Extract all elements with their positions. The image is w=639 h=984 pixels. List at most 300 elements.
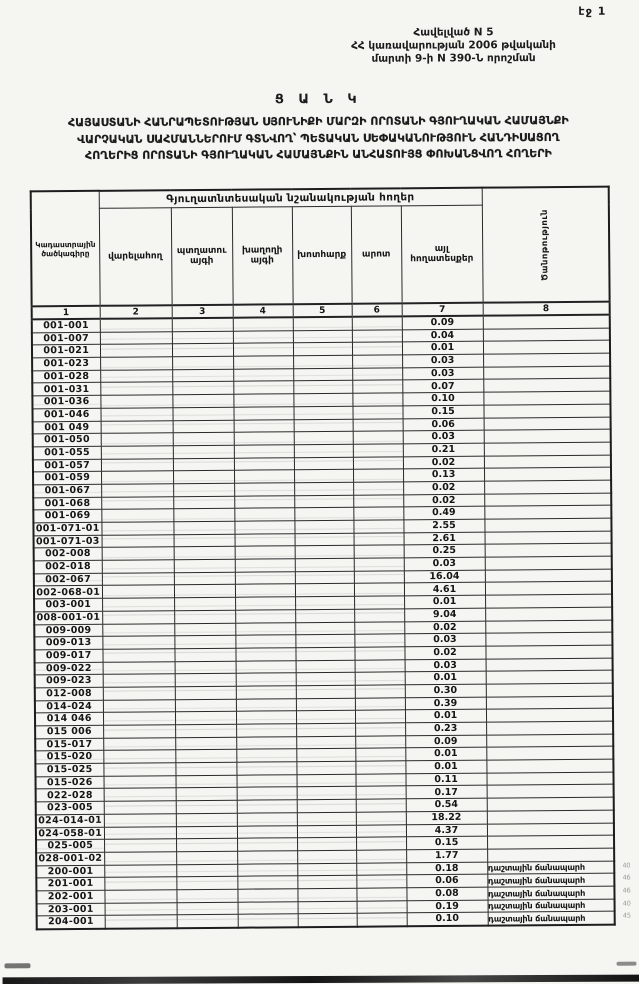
empty-cell — [356, 862, 406, 875]
empty-cell — [103, 763, 175, 776]
empty-cell — [173, 432, 234, 445]
empty-cell — [294, 520, 353, 533]
empty-cell — [234, 457, 294, 470]
scan-speck-artifact — [616, 962, 636, 966]
empty-cell — [293, 330, 352, 343]
empty-cell — [100, 318, 172, 332]
empty-cell — [102, 572, 174, 585]
empty-cell — [353, 418, 403, 431]
empty-cell — [293, 406, 352, 419]
cadastral-code-cell: 001-050 — [33, 433, 101, 446]
empty-cell — [297, 863, 356, 876]
empty-cell — [353, 507, 403, 520]
cadastral-code-cell: 001-067 — [33, 484, 101, 497]
empty-cell — [355, 736, 405, 749]
other-lands-value-cell: 0.13 — [403, 468, 484, 481]
cadastral-code-cell: 015 006 — [35, 725, 103, 738]
note-cell — [486, 696, 613, 710]
land-parcels-table — [30, 186, 631, 931]
empty-cell — [295, 571, 354, 584]
cadastral-code-cell: 022-028 — [36, 789, 104, 802]
empty-cell — [174, 623, 235, 636]
subcol-header-pasture: արոտ — [351, 206, 402, 304]
empty-cell — [103, 750, 175, 763]
empty-cell — [177, 915, 238, 929]
empty-cell — [295, 622, 354, 635]
note-cell — [486, 670, 613, 684]
empty-cell — [353, 456, 403, 469]
other-lands-value-cell: 0.09 — [405, 735, 486, 748]
note-cell — [483, 366, 610, 380]
empty-cell — [354, 558, 404, 571]
margin-pencil-mark: 45 — [622, 911, 631, 920]
cadastral-code-cell: 001-007 — [32, 332, 100, 345]
note-cell — [487, 848, 614, 862]
cadastral-code-cell: 001-021 — [32, 345, 100, 358]
empty-cell — [293, 343, 352, 356]
empty-cell — [235, 648, 295, 661]
other-lands-value-cell: 0.03 — [405, 659, 486, 672]
empty-cell — [354, 583, 404, 596]
cadastral-code-cell: 203-001 — [37, 903, 105, 916]
empty-cell — [356, 786, 406, 799]
empty-cell — [354, 609, 404, 622]
empty-cell — [101, 522, 173, 535]
other-lands-value-cell: 0.10 — [407, 912, 488, 926]
empty-cell — [352, 406, 402, 419]
empty-cell — [236, 686, 296, 699]
empty-cell — [355, 659, 405, 672]
empty-cell — [175, 775, 236, 788]
empty-cell — [354, 596, 404, 609]
empty-cell — [295, 596, 354, 609]
empty-cell — [355, 710, 405, 723]
cadastral-code-cell: 001-046 — [32, 408, 100, 421]
empty-cell — [353, 494, 403, 507]
other-lands-value-cell: 0.03 — [402, 367, 483, 380]
empty-cell — [100, 382, 172, 395]
empty-cell — [174, 610, 235, 623]
empty-cell — [101, 471, 173, 484]
empty-cell — [105, 902, 177, 915]
empty-cell — [293, 393, 352, 406]
note-cell — [483, 353, 610, 367]
empty-cell — [237, 825, 297, 838]
note-cell — [487, 835, 614, 849]
empty-cell — [176, 826, 237, 839]
empty-cell — [100, 331, 172, 344]
empty-cell — [233, 356, 293, 369]
empty-cell — [104, 839, 176, 852]
empty-cell — [104, 814, 176, 827]
empty-cell — [102, 560, 174, 573]
empty-cell — [356, 888, 406, 901]
empty-cell — [100, 408, 172, 421]
note-cell — [485, 582, 612, 596]
empty-cell — [234, 432, 294, 445]
empty-cell — [352, 380, 402, 393]
cadastral-code-cell: 201-001 — [36, 878, 104, 891]
other-lands-value-cell: 0.02 — [403, 456, 484, 469]
empty-cell — [175, 686, 236, 699]
note-cell — [484, 455, 611, 469]
empty-cell — [352, 393, 402, 406]
empty-cell — [295, 558, 354, 571]
empty-cell — [233, 330, 293, 343]
empty-cell — [296, 723, 355, 736]
note-cell: դաշտային ճանապարհ 46 — [488, 886, 631, 899]
cadastral-code-cell: 015-020 — [35, 751, 103, 764]
empty-cell — [355, 774, 405, 787]
page-number-label: էջ 1 — [578, 4, 607, 18]
subcol-header-arable: վարելահող — [99, 208, 172, 306]
empty-cell — [172, 331, 233, 344]
empty-cell — [102, 534, 174, 547]
other-lands-value-cell: 0.02 — [403, 481, 484, 494]
other-lands-value-cell: 0.06 — [406, 874, 487, 887]
cadastral-code-cell: 024-058-01 — [36, 827, 104, 840]
empty-cell — [294, 457, 353, 470]
other-lands-value-cell: 0.30 — [405, 684, 486, 697]
empty-cell — [175, 737, 236, 750]
empty-cell — [173, 458, 234, 471]
col-number-cell: 1 — [32, 306, 100, 320]
empty-cell — [176, 864, 237, 877]
empty-cell — [355, 761, 405, 774]
empty-cell — [234, 483, 294, 496]
other-lands-value-cell: 0.06 — [403, 418, 484, 431]
empty-cell — [104, 775, 176, 788]
empty-cell — [235, 635, 295, 648]
empty-cell — [234, 521, 294, 534]
empty-cell — [173, 420, 234, 433]
empty-cell — [233, 394, 293, 407]
cadastral-code-cell: 001-001 — [32, 319, 100, 333]
empty-cell — [237, 863, 297, 876]
empty-cell — [103, 687, 175, 700]
empty-cell — [102, 623, 174, 636]
empty-cell — [295, 647, 354, 660]
other-lands-value-cell: 0.17 — [406, 786, 487, 799]
empty-cell — [176, 813, 237, 826]
empty-cell — [104, 890, 176, 903]
other-lands-value-cell: 0.02 — [404, 621, 485, 634]
cadastral-code-cell: 023-005 — [36, 801, 104, 814]
note-cell — [486, 708, 613, 722]
cadastral-code-cell: 002-068-01 — [34, 586, 102, 599]
cadastral-code-cell: 009-022 — [35, 662, 103, 675]
cadastral-code-cell: 001-055 — [33, 446, 101, 459]
empty-cell — [174, 547, 235, 560]
note-cell — [485, 632, 612, 646]
empty-cell — [237, 787, 297, 800]
empty-cell — [298, 914, 357, 928]
other-lands-value-cell: 2.55 — [403, 519, 484, 532]
note-cell — [486, 746, 613, 760]
empty-cell — [104, 852, 176, 865]
other-lands-value-cell: 0.15 — [406, 836, 487, 849]
empty-cell — [176, 800, 237, 813]
empty-cell — [174, 648, 235, 661]
empty-cell — [101, 446, 173, 459]
empty-cell — [101, 484, 173, 497]
empty-cell — [100, 369, 172, 382]
empty-cell — [356, 812, 406, 825]
note-cell — [485, 543, 612, 557]
empty-cell — [233, 317, 293, 331]
other-lands-value-cell: 18.22 — [406, 811, 487, 824]
note-cell — [484, 417, 611, 431]
empty-cell — [237, 813, 297, 826]
empty-cell — [102, 649, 174, 662]
empty-cell — [356, 850, 406, 863]
empty-cell — [172, 407, 233, 420]
other-lands-value-cell: 0.07 — [402, 380, 483, 393]
empty-cell — [294, 508, 353, 521]
empty-cell — [293, 317, 352, 331]
empty-cell — [174, 559, 235, 572]
empty-cell — [355, 723, 405, 736]
empty-cell — [354, 621, 404, 634]
empty-cell — [354, 571, 404, 584]
document-subtitle — [5, 113, 632, 165]
empty-cell — [234, 445, 294, 458]
empty-cell — [354, 647, 404, 660]
empty-cell — [356, 837, 406, 850]
note-cell — [486, 658, 613, 672]
note-cell — [483, 379, 610, 393]
empty-cell — [357, 900, 407, 913]
note-cell — [483, 391, 610, 405]
note-cell: դաշտային ճանապարհ 46 — [487, 873, 631, 886]
empty-cell — [234, 470, 294, 483]
empty-cell — [237, 889, 297, 902]
empty-cell — [174, 534, 235, 547]
empty-cell — [235, 559, 295, 572]
note-cell — [486, 759, 613, 773]
empty-cell — [354, 533, 404, 546]
appendix-label: Հավելված N 5 — [413, 26, 494, 39]
empty-cell — [105, 915, 177, 929]
empty-cell — [353, 431, 403, 444]
empty-cell — [235, 584, 295, 597]
col-number-cell: 2 — [100, 305, 172, 319]
subtitle-line-2: ՎԱՐՉԱԿԱՆ ՍԱՀՄԱՆՆԵՐՈՒՄ ԳՏՆՎՈՂ՝ ՊԵՏԱԿԱՆ ՍԵՓԱԿԱՆՈՒԹՅՈՒՆ ՀԱՆԴԻՍԱՑՈՂ — [77, 130, 560, 146]
other-lands-value-cell: 0.01 — [405, 760, 486, 773]
empty-cell — [357, 913, 407, 927]
decree-line-1: ՀՀ կառավարության 2006 թվականի — [351, 38, 556, 52]
empty-cell — [237, 838, 297, 851]
empty-cell — [355, 672, 405, 685]
cadastral-code-cell: 001-023 — [32, 357, 100, 370]
empty-cell — [352, 355, 402, 368]
cadastral-code-cell: 015-025 — [35, 763, 103, 776]
empty-cell — [234, 508, 294, 521]
empty-cell — [295, 609, 354, 622]
empty-cell — [295, 634, 354, 647]
empty-cell — [236, 774, 296, 787]
cadastral-code-cell: 204-001 — [37, 916, 105, 930]
cadastral-code-cell: 008-001-01 — [34, 611, 102, 624]
decree-line-2: մարտի 9-ի N 390-Ն որոշման — [371, 52, 536, 65]
cadastral-code-cell: 012-008 — [35, 687, 103, 700]
empty-cell — [173, 496, 234, 509]
empty-cell — [297, 888, 356, 901]
note-cell — [484, 505, 611, 519]
empty-cell — [175, 750, 236, 763]
empty-cell — [296, 711, 355, 724]
other-lands-value-cell: 4.61 — [404, 583, 485, 596]
empty-cell — [297, 799, 356, 812]
empty-cell — [233, 381, 293, 394]
col-number-cell: 7 — [402, 303, 483, 317]
empty-cell — [354, 634, 404, 647]
empty-cell — [176, 851, 237, 864]
note-cell — [485, 569, 612, 583]
note-cell — [487, 810, 614, 824]
empty-cell — [237, 800, 297, 813]
empty-cell — [236, 762, 296, 775]
empty-cell — [296, 749, 355, 762]
other-lands-value-cell: 0.01 — [405, 748, 486, 761]
other-lands-value-cell: 0.23 — [405, 722, 486, 735]
empty-cell — [297, 812, 356, 825]
note-cell — [484, 467, 611, 481]
cadastral-code-cell: 028-001-02 — [36, 852, 104, 865]
empty-cell — [101, 509, 173, 522]
empty-cell — [295, 533, 354, 546]
empty-cell — [102, 598, 174, 611]
other-lands-value-cell: 0.18 — [406, 862, 487, 875]
empty-cell — [235, 597, 295, 610]
other-lands-value-cell: 0.03 — [402, 354, 483, 367]
empty-cell — [235, 571, 295, 584]
note-cell — [485, 620, 612, 634]
empty-cell — [100, 395, 172, 408]
empty-cell — [297, 850, 356, 863]
empty-cell — [103, 712, 175, 725]
note-cell — [485, 556, 612, 570]
empty-cell — [175, 673, 236, 686]
empty-cell — [294, 469, 353, 482]
cadastral-code-cell: 015-017 — [35, 738, 103, 751]
empty-cell — [102, 585, 174, 598]
empty-cell — [102, 611, 174, 624]
empty-cell — [238, 901, 298, 914]
empty-cell — [295, 546, 354, 559]
cadastral-code-header-cell: Կադաստրային ծածկագիրը — [31, 191, 100, 307]
empty-cell — [173, 470, 234, 483]
empty-cell — [234, 419, 294, 432]
empty-cell — [104, 826, 176, 839]
empty-cell — [104, 788, 176, 801]
other-lands-value-cell: 2.61 — [404, 532, 485, 545]
empty-cell — [176, 838, 237, 851]
empty-cell — [356, 875, 406, 888]
empty-cell — [177, 902, 238, 915]
empty-cell — [296, 736, 355, 749]
cadastral-code-cell: 001-036 — [32, 395, 100, 408]
empty-cell — [172, 344, 233, 357]
cadastral-code-cell: 202-001 — [36, 890, 104, 903]
cadastral-code-cell: 001-071-03 — [34, 535, 102, 548]
empty-cell — [353, 469, 403, 482]
empty-cell — [233, 368, 293, 381]
empty-cell — [297, 837, 356, 850]
cadastral-code-cell: 009-009 — [34, 624, 102, 637]
note-cell — [486, 645, 613, 659]
empty-cell — [172, 356, 233, 369]
other-lands-value-cell: 0.01 — [404, 595, 485, 608]
other-lands-value-cell: 0.11 — [405, 773, 486, 786]
empty-cell — [235, 546, 295, 559]
empty-cell — [173, 445, 234, 458]
cadastral-code-cell: 002-018 — [34, 560, 102, 573]
note-cell — [485, 531, 612, 545]
note-cell: դաշտային ճանապարհ 45 — [488, 911, 631, 924]
cadastral-code-cell: 001-057 — [33, 459, 101, 472]
empty-cell — [172, 382, 233, 395]
empty-cell — [101, 496, 173, 509]
other-lands-value-cell: 0.25 — [404, 545, 485, 558]
note-cell — [486, 721, 613, 735]
cadastral-code-cell: 003-001 — [34, 598, 102, 611]
empty-cell — [354, 545, 404, 558]
empty-cell — [237, 851, 297, 864]
agricultural-group-header-cell: Գյուղատնտեսական նշանակության հողեր — [99, 188, 482, 209]
note-cell — [487, 772, 614, 786]
empty-cell — [352, 368, 402, 381]
empty-cell — [173, 509, 234, 522]
cadastral-code-cell: 001-059 — [33, 472, 101, 485]
empty-cell — [352, 342, 402, 355]
empty-cell — [294, 495, 353, 508]
note-cell — [483, 315, 610, 329]
subcol-header-other-lands: այլ հողատեսքեր — [401, 205, 483, 303]
empty-cell — [176, 889, 237, 902]
subcol-header-hayfield: խոտհարք — [292, 206, 352, 304]
empty-cell — [296, 698, 355, 711]
empty-cell — [297, 825, 356, 838]
empty-cell — [238, 914, 298, 928]
empty-cell — [175, 699, 236, 712]
other-lands-value-cell: 0.02 — [404, 646, 485, 659]
empty-cell — [103, 674, 175, 687]
subcol-header-orchard: պտղատու այգի — [171, 207, 233, 305]
empty-cell — [174, 635, 235, 648]
note-cell — [484, 493, 611, 507]
note-header-vertical-label: Ծանոթություն — [540, 208, 551, 281]
empty-cell — [236, 698, 296, 711]
cadastral-code-cell: 001-028 — [32, 370, 100, 383]
empty-cell — [103, 661, 175, 674]
empty-cell — [173, 483, 234, 496]
cadastral-code-cell: 200-001 — [36, 865, 104, 878]
empty-cell — [233, 407, 293, 420]
empty-cell — [236, 736, 296, 749]
empty-cell — [353, 444, 403, 457]
empty-cell — [237, 876, 297, 889]
other-lands-value-cell: 0.54 — [406, 798, 487, 811]
empty-cell — [296, 660, 355, 673]
note-cell — [484, 518, 611, 532]
note-cell: դաշտային ճանապարհ 40 — [488, 899, 631, 912]
empty-cell — [175, 762, 236, 775]
empty-cell — [355, 685, 405, 698]
empty-cell — [297, 787, 356, 800]
empty-cell — [295, 584, 354, 597]
other-lands-value-cell: 4.37 — [406, 824, 487, 837]
